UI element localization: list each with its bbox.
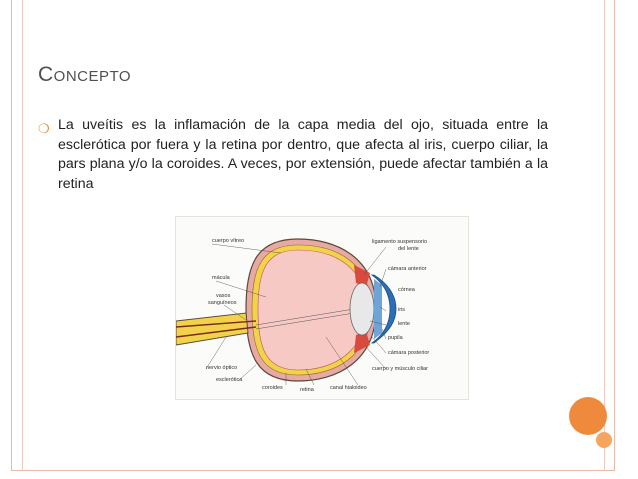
label-cuerpo-vitreo: cuerpo vítreo <box>212 238 245 244</box>
bullet-text: La uveítis es la inflamación de la capa media del ojo, situada entre la esclerótica por fuera y la retina por dentro, que afecta al iris, cuerpo ciliar, la pars plana y/o la coroides. A veces, por extensión, puede afectar también a la retina <box>58 117 548 192</box>
label-vasos-1: vasos <box>216 293 231 299</box>
label-retina: retina <box>300 387 314 393</box>
label-ligamento-1: ligamento suspensorio <box>372 239 428 245</box>
label-esclerotica: esclerótica <box>216 377 243 383</box>
eye-diagram-svg <box>176 217 470 401</box>
label-ligamento-2: del lente <box>398 246 419 252</box>
lens <box>350 283 374 335</box>
label-macula: mácula <box>212 275 230 281</box>
eye-diagram <box>175 216 469 400</box>
label-camara-posterior: cámara posterior <box>388 350 430 356</box>
label-cuerpo-musculo-ciliar: cuerpo y músculo ciliar <box>372 366 428 372</box>
label-iris: iris <box>398 307 406 313</box>
frame-line-left <box>22 0 23 471</box>
label-cornea: córnea <box>398 287 415 293</box>
label-pupila: pupila <box>388 335 403 341</box>
label-nervio-optico: nervio óptico <box>206 365 238 371</box>
frame-line-right <box>604 0 605 471</box>
ring-bullet-icon: ❍ <box>38 121 50 136</box>
iris <box>374 279 382 339</box>
label-lente: lente <box>398 321 410 327</box>
decorative-circle-small <box>596 432 612 448</box>
decorative-circle-large <box>569 397 607 435</box>
label-camara-anterior: cámara anterior <box>388 266 427 272</box>
label-coroides: coroides <box>262 385 283 391</box>
slide-title: Concepto <box>38 63 132 86</box>
label-vasos-2: sanguíneos <box>208 300 237 306</box>
label-canal-hialoideo: canal hialoideo <box>330 385 367 391</box>
